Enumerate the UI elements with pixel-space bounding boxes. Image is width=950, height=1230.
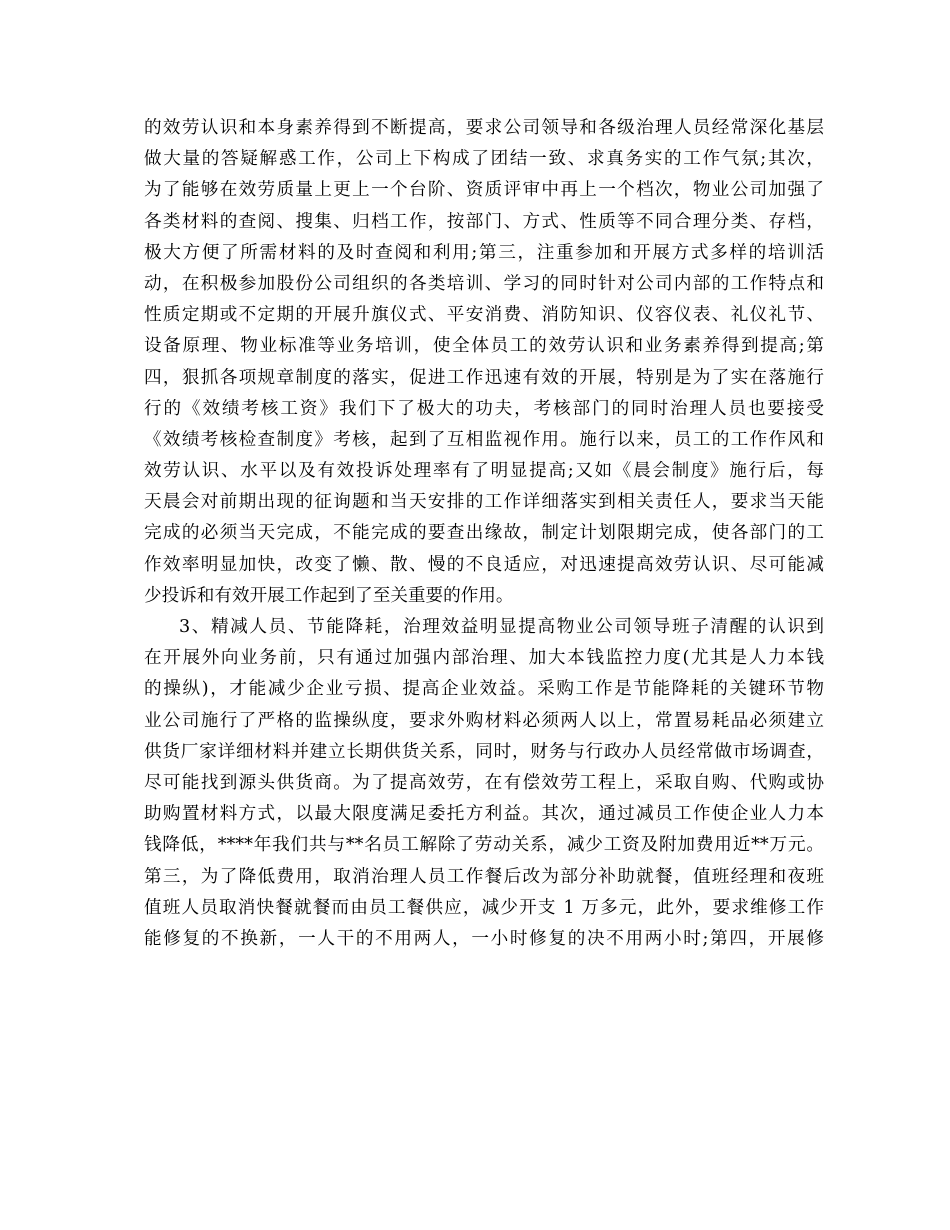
text-line: 完成的必须当天完成，不能完成的要查出缘故，制定计划限期完成，使各部门的工 bbox=[144, 523, 824, 544]
text-line: 效劳认识、水平以及有效投诉处理率有了明显提高;又如《晨会制度》施行后，每 bbox=[144, 461, 824, 482]
paragraph-start-line: 3、精减人员、节能降耗，治理效益明显提高物业公司领导班子清醒的认识到 bbox=[179, 617, 824, 637]
text-line: 作效率明显加快，改变了懒、散、慢的不良适应，对迅速提高效劳认识、尽可能减 bbox=[144, 554, 824, 575]
text-line: 尽可能找到源头供货商。为了提高效劳，在有偿效劳工程上，采取自购、代购或协 bbox=[144, 772, 824, 793]
text-line: 助购置材料方式，以最大限度满足委托方利益。其次，通过减员工作使企业人力本 bbox=[144, 804, 824, 825]
text-line: 《效绩考核检查制度》考核，起到了互相监视作用。施行以来，员工的工作作风和 bbox=[144, 429, 824, 450]
text-line: 做大量的答疑解惑工作，公司上下构成了团结一致、求真务实的工作气氛;其次， bbox=[144, 149, 824, 170]
text-line: 业公司施行了严格的监操纵度，要求外购材料必须两人以上，常置易耗品必须建立 bbox=[144, 710, 824, 731]
text-line: 供货厂家详细材料并建立长期供货关系，同时，财务与行政办人员经常做市场调查， bbox=[144, 741, 824, 762]
text-line: 设备原理、物业标准等业务培训，使全体员工的效劳认识和业务素养得到提高;第 bbox=[144, 336, 824, 357]
text-line: 的操纵)，才能减少企业亏损、提高企业效益。采购工作是节能降耗的关键环节物 bbox=[144, 679, 824, 700]
text-line: 钱降低，****年我们共与**名员工解除了劳动关系，减少工资及附加费用近**万元。 bbox=[144, 835, 824, 856]
text-line: 在开展外向业务前，只有通过加强内部治理、加大本钱监控力度(尤其是人力本钱 bbox=[144, 648, 824, 669]
text-line: 行的《效绩考核工资》我们下了极大的功夫，考核部门的同时治理人员也要接受 bbox=[144, 398, 824, 419]
text-line: 天晨会对前期出现的征询题和当天安排的工作详细落实到相关责任人，要求当天能 bbox=[144, 492, 824, 513]
body-text bbox=[144, 113, 824, 955]
text-line: 第三，为了降低费用，取消治理人员工作餐后改为部分补助就餐，值班经理和夜班 bbox=[144, 866, 824, 887]
text-line: 为了能够在效劳质量上更上一个台阶、资质评审中再上一个档次，物业公司加强了 bbox=[144, 180, 824, 201]
text-line: 四，狠抓各项规章制度的落实，促进工作迅速有效的开展，特别是为了实在落施行 bbox=[144, 367, 824, 388]
text-line: 极大方便了所需材料的及时查阅和利用;第三，注重参加和开展方式多样的培训活 bbox=[144, 242, 824, 263]
text-line: 性质定期或不定期的开展升旗仪式、平安消费、消防知识、仪容仪表、礼仪礼节、 bbox=[144, 305, 824, 326]
text-line: 各类材料的查阅、搜集、归档工作，按部门、方式、性质等不同合理分类、存档， bbox=[144, 211, 824, 232]
text-line: 动，在积极参加股份公司组织的各类培训、学习的同时针对公司内部的工作特点和 bbox=[144, 273, 824, 294]
text-line: 能修复的不换新，一人干的不用两人，一小时修复的决不用两小时;第四，开展修 bbox=[144, 928, 824, 949]
text-line: 的效劳认识和本身素养得到不断提高，要求公司领导和各级治理人员经常深化基层 bbox=[144, 118, 824, 138]
paragraph-end-line: 少投诉和有效开展工作起到了至关重要的作用。 bbox=[144, 585, 514, 606]
text-line: 值班人员取消快餐就餐而由员工餐供应，减少开支 1 万多元，此外，要求维修工作 bbox=[144, 897, 824, 918]
